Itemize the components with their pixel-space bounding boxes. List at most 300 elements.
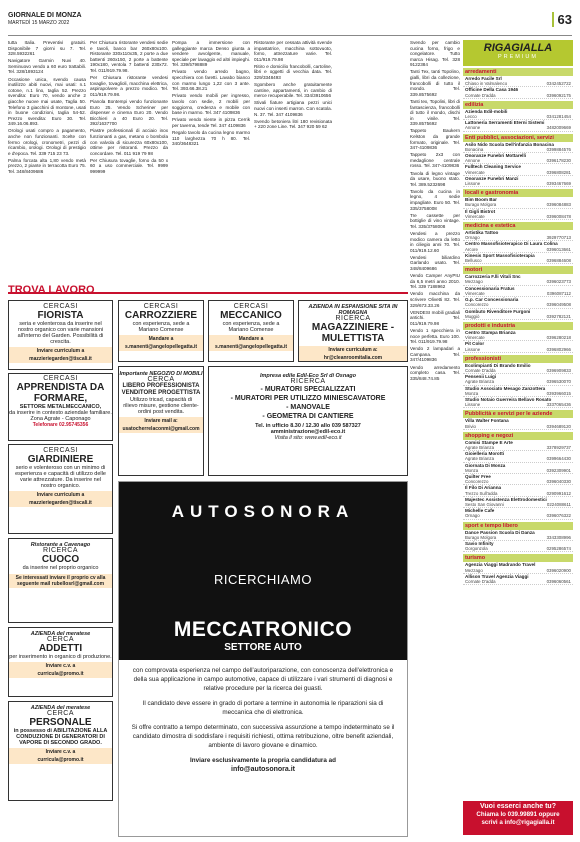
ad-role: MECCATRONICO bbox=[119, 612, 407, 642]
directory-entry[interactable] bbox=[463, 142, 573, 153]
ad-libero-professionista bbox=[118, 366, 204, 476]
directory-entry-name: Azienda Edil-mobili bbox=[465, 108, 508, 114]
classified-item: Regalo tavolo da cucina legno marmo 110 larghezza 70 h 80. Tel. 340/3648321 bbox=[172, 129, 250, 147]
ad-role-3: - MANOVALE bbox=[286, 404, 330, 411]
ad-role: MAGAZZINIERE -MULETTISTA bbox=[311, 322, 395, 344]
directory-entry-location: Trezzo Sull'adda bbox=[465, 490, 498, 496]
directory-entry[interactable] bbox=[463, 241, 573, 252]
directory-entry[interactable] bbox=[463, 164, 573, 175]
directory-category: shopping e negozi bbox=[463, 432, 573, 440]
directory-entry-details bbox=[465, 170, 571, 175]
directory-entry-location: Cornate D'adda bbox=[465, 579, 496, 585]
ad-email-link[interactable]: info@autosonora.it bbox=[231, 766, 295, 773]
ad-email-link[interactable]: s.manenti@angelopellegatta.it bbox=[209, 343, 293, 351]
directory-entry[interactable] bbox=[463, 341, 573, 352]
classifieds-column-5 bbox=[410, 40, 460, 835]
directory-entry-name: Ecolimpianti Di Brando Emilio bbox=[465, 362, 531, 368]
ad-apprendista bbox=[8, 373, 113, 441]
directory-entry-name: Kinesis Sport Massofisioterapia bbox=[465, 252, 535, 258]
classified-item: Privato vendo mobili per ingresso, tavolo con sedie, 2 mobili per soggiorno, credenza e mobile con base in marmo. Tel. 347 4109836 bbox=[172, 93, 250, 116]
directory-entry-details bbox=[465, 314, 571, 319]
rigagialla-logo bbox=[463, 40, 573, 66]
directory-entry-phone[interactable]: 0396060561 bbox=[546, 579, 571, 585]
ad-location: Mariano Comense bbox=[228, 327, 274, 333]
ad-intro: AZIENDA del meratese bbox=[30, 631, 91, 637]
page-header bbox=[8, 10, 572, 36]
directory-entry-details bbox=[465, 258, 571, 263]
directory-entry-name: Gombuto Rivenditore Furgoni bbox=[465, 308, 531, 314]
directory-entry-name: Bim Boom Bar bbox=[465, 197, 497, 203]
directory-entry-phone[interactable]: 3343308996 bbox=[546, 534, 571, 540]
directory-entry[interactable] bbox=[463, 474, 573, 485]
directory-entry[interactable] bbox=[463, 297, 573, 308]
classified-item: tutta Italia. Preventivi gratuiti. Disponibile 7 giorni su 7. Tel. 328.5932261 bbox=[8, 40, 86, 57]
ad-label: CERCASI bbox=[43, 375, 78, 382]
directory-entry-details bbox=[465, 379, 571, 384]
ad-carrozziere bbox=[118, 300, 204, 362]
directory-entry-phone[interactable]: 0396023773 bbox=[546, 279, 571, 285]
directory-entry[interactable] bbox=[463, 440, 573, 451]
directory-category: medicina e estetica bbox=[463, 222, 573, 230]
directory-entry-location: Gorgonzola bbox=[465, 546, 488, 552]
rigagialla-logo-subtitle: PREMIUM bbox=[498, 54, 538, 60]
directory-entry[interactable] bbox=[463, 153, 573, 164]
classified-item: Pianola Bontempi vendo funzionante Euro 25. Vendo Scheriner per dispenser e cinema Euro 20. Vendo Bicchieri a 40 Euro 20. Tel. 392/1637700 bbox=[90, 98, 168, 127]
directory-entry-details bbox=[465, 181, 571, 186]
classified-item: Vendo 1 specchiera in noce perfetta. Euro 100. Tel. 011/919.79.98 bbox=[410, 328, 460, 345]
classifieds-column-1 bbox=[8, 40, 86, 278]
directory-entry[interactable] bbox=[463, 485, 573, 496]
directory-entry[interactable] bbox=[463, 562, 573, 573]
ad-role-4: - GEOMETRA DI CANTIERE bbox=[262, 413, 354, 420]
classified-item: Privato vendo niente in pizza Cerrik per taverna, tende Tel. 347 4109836 bbox=[172, 117, 250, 128]
ad-label: RICERCA bbox=[42, 547, 78, 554]
directory-entry-location: Ornago bbox=[465, 513, 480, 519]
directory-entry-details bbox=[465, 579, 571, 584]
directory-entry-location: Chiaso in Valmalenco bbox=[465, 81, 508, 87]
directory-entry[interactable] bbox=[463, 397, 573, 408]
classifieds-column-3 bbox=[172, 40, 250, 278]
ad-location: Mariano Comense bbox=[138, 327, 184, 333]
directory-entry-phone[interactable]: 0342452722 bbox=[546, 81, 571, 87]
directory-entry-phone[interactable]: 0341281454 bbox=[546, 114, 571, 120]
directory-entry-details bbox=[465, 424, 571, 429]
directory-entry-details bbox=[465, 368, 571, 373]
directory-entry-location: Lissone bbox=[465, 402, 481, 408]
directory-category: prodotti e industria bbox=[463, 322, 573, 330]
directory-entry[interactable] bbox=[463, 253, 573, 264]
ad-intro: Impresa edile Edil-Eco Srl di Osnago bbox=[260, 373, 356, 379]
directory-entry-location: Agrate Brianza bbox=[465, 444, 495, 450]
directory-entry[interactable] bbox=[463, 530, 573, 541]
directory-entry-phone[interactable]: 3929770713 bbox=[546, 235, 571, 241]
ad-autosonora-banner bbox=[119, 482, 407, 612]
directory-entry-location: Monza bbox=[465, 390, 479, 396]
directory-entry-phone[interactable]: 0290991612 bbox=[546, 490, 571, 496]
classified-item: Vendo arredamento completo casa. Tel. 335/848.74.85 bbox=[410, 364, 460, 381]
directory-category: motori bbox=[463, 266, 573, 274]
directory-entry[interactable] bbox=[463, 274, 573, 285]
ad-description: serio e volenteroso con un minimo di esperienza e capacità di utilizzo delle varie attrezzature. Da inserire nel nostro organico. bbox=[15, 465, 106, 489]
directory-entry[interactable] bbox=[463, 209, 573, 220]
ad-email-link[interactable]: curricula@promo.it bbox=[9, 756, 112, 764]
directory-entry-name: Giornata Di Monza bbox=[465, 462, 506, 468]
ad-intro: AZIENDA del meratese bbox=[30, 705, 91, 711]
directory-entry[interactable] bbox=[463, 286, 573, 297]
directory-entry-location: Annone bbox=[465, 158, 481, 164]
directory-entry[interactable] bbox=[463, 418, 573, 429]
directory-entry-location: Burago Molgora bbox=[465, 202, 497, 208]
directory-entry-details bbox=[465, 114, 571, 119]
directory-entry-details bbox=[465, 81, 571, 86]
directory-entry-location: Brivio bbox=[465, 423, 476, 429]
directory-entry-name: Centro Stampa Brianza bbox=[465, 329, 516, 335]
classified-item: Svendo betoniera litri 180 revisionata + 220 zone Line. Tel. 347 920 59 62 bbox=[254, 118, 332, 130]
ad-intro: Ristorante a Cavenago bbox=[30, 542, 91, 548]
ad-cta: Inviare c.v. a bbox=[9, 748, 112, 756]
directory-entry-location: Vimercate bbox=[465, 213, 485, 219]
ad-intro: Importante NEGOZIO DI MOBILI bbox=[119, 371, 203, 377]
rigagialla-category-list bbox=[463, 68, 573, 585]
ad-magazziniere bbox=[298, 300, 408, 362]
directory-entry[interactable] bbox=[463, 330, 573, 341]
ad-website-link[interactable]: Visita il sito: www.edil-eco.it bbox=[274, 435, 342, 441]
directory-entry-location: Arcore bbox=[465, 246, 478, 252]
directory-entry-name: Majestec Assistenza Elettrodomestici bbox=[465, 496, 547, 502]
directory-entry-details bbox=[465, 402, 571, 407]
ad-meccanico bbox=[208, 300, 294, 362]
classified-item: Tavola di legno vintage da usare, buono stato. Tel. 389.5232698 bbox=[410, 170, 460, 187]
ad-email-link[interactable]: mazzieriegarden@tiscali.it bbox=[9, 355, 112, 363]
directory-entry-location: Cornate D'adda bbox=[465, 92, 496, 98]
directory-entry-details bbox=[465, 147, 571, 152]
directory-entry[interactable] bbox=[463, 197, 573, 208]
newspaper-name: GIORNALE DI MONZA bbox=[8, 12, 82, 19]
directory-entry-details bbox=[465, 468, 571, 473]
directory-entry-phone[interactable]: 3482009669 bbox=[546, 125, 571, 131]
directory-entry-phone[interactable]: 0394689120 bbox=[546, 423, 571, 429]
rigagialla-logo-title: RIGAGIALLA bbox=[483, 42, 553, 54]
directory-entry-name: Officine Della Casa 1946 bbox=[465, 87, 519, 93]
ad-label: CERCASI bbox=[43, 447, 78, 454]
directory-entry-details bbox=[465, 214, 571, 219]
directory-entry-phone[interactable]: 0396909833 bbox=[546, 367, 571, 373]
ad-cta: Inviare mail a: bbox=[119, 417, 203, 425]
directory-entry-phone[interactable]: 0399884576 bbox=[546, 146, 571, 152]
directory-entry-details bbox=[465, 235, 571, 240]
classified-item: Per Chiusura ristorante vendesi sedie e tavoli, banco bar 260x80x100. Ristorante 330x110x35, 2 porte a due battenti 260x150, 2 porte a battente 190x180, ventola 7 battenti 230x72. Tel. 011/919.79.98. bbox=[90, 40, 168, 73]
ad-description: seria e volenterosa da inserire nel nostro organico con varie mansioni all'interno del Garden. Possibilità di crescita. bbox=[17, 321, 104, 345]
issue-date: MARTEDÌ 15 MARZO 2022 bbox=[8, 20, 70, 26]
classified-item: VENDESI mobili gradiali antichi. Tel. 011/919.79.98 bbox=[410, 309, 460, 326]
classified-item: Privato vendo arredo bagno, specchiera con faretti. Lavabo bianco con marmo lungo 1,22 con 3 ante. Tel. 393.66.38.21 bbox=[172, 69, 250, 92]
directory-entry-details bbox=[465, 347, 571, 352]
directory-entry[interactable] bbox=[463, 463, 573, 474]
directory-entry-details bbox=[465, 335, 571, 340]
directory-entry-location: Bellusco bbox=[465, 258, 482, 264]
directory-entry[interactable] bbox=[463, 363, 573, 374]
rigagialla-footer-email[interactable]: scrivi a info@rigagialla.it bbox=[481, 819, 555, 826]
directory-entry-details bbox=[465, 445, 571, 450]
directory-entry-location: Lissone bbox=[465, 346, 481, 352]
ad-role-sector: SETTORE METALMECCANICO, bbox=[19, 404, 102, 410]
directory-entry-details bbox=[465, 202, 571, 207]
ad-phone[interactable]: Telefonare 02.95745356 bbox=[32, 422, 89, 428]
classified-item: Orologi usati compro a pagamento, anche non funzionanti. Scelte con fermo orologi, cronometri, pezzi di ricambio, orologi. Orologi di prestigio e d'epoca. Tel. 339 715 23 73. bbox=[8, 128, 86, 156]
ad-label: RICERCA bbox=[290, 378, 326, 385]
directory-entry[interactable] bbox=[463, 309, 573, 320]
directory-entry-name: Agenzia Viaggi Madrando Travel bbox=[465, 562, 536, 568]
classified-item: Tavolo da cucina in legno, 4 sedie impagliate. Euro 50. Tel. 335/3758008 bbox=[410, 188, 460, 211]
directory-entry[interactable] bbox=[463, 230, 573, 241]
directory-entry-name: Centro Massofisioterapico Di Laura Colina bbox=[465, 241, 558, 247]
directory-category: locali e gastronomia bbox=[463, 189, 573, 197]
ad-role: LIBERO PROFESSIONISTA VENDITORE PROGETTISTA bbox=[121, 383, 201, 396]
directory-entry[interactable] bbox=[463, 76, 573, 87]
directory-entry-name: Artistika Tattoo bbox=[465, 230, 499, 236]
classified-item: Per Chiusura ristorante vendesi tovaglie, tovaglioli, macchina elettrica, aspirapolvere a prezzo modico. Tel. 011/919.79.98. bbox=[90, 75, 168, 97]
ad-role: APPRENDISTA DA FORMARE, bbox=[16, 382, 105, 404]
directory-entry-location: Monza bbox=[465, 467, 479, 473]
directory-entry[interactable] bbox=[463, 497, 573, 508]
directory-entry-phone[interactable]: 0396008478 bbox=[546, 213, 571, 219]
rigagialla-directory bbox=[463, 40, 573, 835]
directory-entry-phone[interactable]: 0396802966 bbox=[546, 346, 571, 352]
directory-entry-phone[interactable]: 0396087112 bbox=[546, 290, 571, 296]
directory-entry-name: Pit Color bbox=[465, 341, 485, 347]
ad-cta: Inviare esclusivamente la propria candidatura ad bbox=[190, 757, 336, 764]
directory-entry-name: Savio Infinity bbox=[465, 541, 494, 546]
classified-item: Ristorante per cessata attività svende impastatrice, macchina sottovuoto, forno, attrezzature varie. Tel. 011/919.79.98 bbox=[254, 40, 332, 62]
ad-description: da inserire in contesto aziendale familiare. bbox=[9, 410, 112, 416]
directory-entry[interactable] bbox=[463, 109, 573, 120]
classified-item: Navigatore Garmin Nuvi 40. Seminuovo vendo a 60 euro trattabili. Tel. 328/1893124 bbox=[8, 58, 86, 75]
ad-addetti bbox=[8, 627, 113, 697]
directory-entry-details bbox=[465, 491, 571, 496]
directory-category: sport e tempo libero bbox=[463, 522, 573, 530]
directory-entry-name: Villa Walter Fontana bbox=[465, 418, 509, 424]
classified-item: Vendesi a prezzo modico camera da letto in ciliegio anni 70. Tel. 011/919.12.60 bbox=[410, 231, 460, 253]
directory-entry-name: Comisi Stampe E Arte bbox=[465, 439, 513, 445]
directory-category: edilizia bbox=[463, 101, 573, 109]
ad-email-link[interactable]: curricula@promo.it bbox=[9, 670, 112, 678]
ad-label: CERCA bbox=[147, 376, 175, 383]
directory-entry-name: Gioielleria Morotti bbox=[465, 451, 505, 457]
ad-role: PERSONALE bbox=[29, 717, 92, 728]
directory-entry-name: Onoranze Funebri Manzi bbox=[465, 175, 519, 181]
directory-entry-location: Burago Molgora bbox=[465, 534, 497, 540]
page-number: 63 bbox=[552, 12, 572, 27]
directory-entry-name: Lattoneria Serramenti Eterni Sistemi bbox=[465, 120, 545, 126]
directory-entry-location: Mezzago bbox=[465, 279, 483, 285]
directory-category: Enti pubblici, associazioni, servizi bbox=[463, 134, 573, 142]
ad-paragraph: con comprovata esperienza nel campo dell'autoriparazione, con conoscenza dell'elettronica e della sua applicazione in campo automotive, capace di utilizzare i vari strumenti di diagnosi e relative procedure per la ricerca dei guasti. bbox=[132, 667, 394, 692]
ad-personale bbox=[8, 701, 113, 801]
directory-entry[interactable] bbox=[463, 386, 573, 397]
directory-entry-details bbox=[465, 502, 571, 507]
directory-entry-phone[interactable]: 0295286574 bbox=[546, 546, 571, 552]
ad-body bbox=[119, 660, 407, 780]
directory-entry-location: Bonacina bbox=[465, 146, 484, 152]
directory-entry-location: Mezzago bbox=[465, 567, 483, 573]
section-title-text: TROVA LAVORO bbox=[8, 284, 95, 296]
directory-entry-name: G.p. Car Concessionaria bbox=[465, 297, 519, 303]
directory-entry-phone[interactable]: 0396178230 bbox=[546, 158, 571, 164]
classified-item: Per Chiusura tovaglie, forno da 50 x 60 a uso commerciale. Tel. 9999 999999 bbox=[90, 157, 168, 175]
directory-entry-phone[interactable]: 0396884608 bbox=[546, 258, 571, 264]
directory-entry-phone[interactable]: 0399664430 bbox=[546, 456, 571, 462]
ad-description: con esperienza, sede a bbox=[222, 321, 280, 327]
classified-item: Tre cassette per bottiglie di vino vintage. Tel. 335/3758008 bbox=[410, 212, 460, 229]
classified-item: Vendo 2 lampadari a Campana. Tel. 347/4109836 bbox=[410, 346, 460, 363]
directory-entry-details bbox=[465, 391, 571, 396]
ad-phone[interactable]: Tel. in ufficio 8.30 / 12.30 allo 039 587327 bbox=[255, 423, 361, 429]
directory-entry-phone[interactable]: 0396049508 bbox=[546, 302, 571, 308]
classified-item: Sgombero anche gratuitamente cantine, appartamenti, in cambio di merce recuperabile. Tel. 334/3910656 bbox=[254, 82, 332, 99]
directory-entry-phone[interactable]: 0396020900 bbox=[546, 567, 571, 573]
directory-entry[interactable] bbox=[463, 508, 573, 519]
directory-entry-phone[interactable]: 0224088611 bbox=[546, 501, 571, 507]
directory-entry[interactable] bbox=[463, 87, 573, 98]
directory-entry-location: Vimercate bbox=[465, 335, 485, 341]
ad-role-1: - MURATORI SPECIALIZZATI bbox=[260, 386, 356, 393]
directory-entry-phone[interactable]: 3337065436 bbox=[546, 402, 571, 408]
directory-entry[interactable] bbox=[463, 574, 573, 585]
directory-entry-details bbox=[465, 513, 571, 518]
ad-cta: Mandare a bbox=[119, 335, 203, 343]
directory-entry-location: Concorezzo bbox=[465, 302, 489, 308]
directory-entry-phone[interactable]: 0396530070 bbox=[546, 379, 571, 385]
ad-location: Zona Agrate - Caponago bbox=[30, 416, 91, 422]
directory-entry-details bbox=[465, 302, 571, 307]
ad-label: CERCASI bbox=[43, 303, 78, 310]
ad-label: CERCA bbox=[46, 710, 74, 717]
directory-entry-details bbox=[465, 291, 571, 296]
ad-paragraph: Si offre contratto a tempo determinato, con successiva assunzione a tempo indeterminato se il candidato dimostra di soddisfare i requisiti richiesti, ottima retribuzione, oltre benefit aziendali, ambiente di lavoro giovane e dinamico. bbox=[131, 724, 395, 749]
rigagialla-footer bbox=[463, 801, 573, 835]
directory-entry[interactable] bbox=[463, 541, 573, 552]
directory-category: professionisti bbox=[463, 355, 573, 363]
directory-entry-phone[interactable]: 3378929737 bbox=[546, 444, 571, 450]
directory-entry-name: Arredo Facile Srl bbox=[465, 76, 502, 81]
directory-entry-location: Muggiò bbox=[465, 313, 480, 319]
ad-paragraph: Il candidato deve essere in grado di portare a termine in autonomia le riparazioni sia di meccanica che di elettronica. bbox=[142, 700, 384, 716]
classified-item: Vendo macchina da scrivere Olivetti 82. Tel. 329/673.33.26 bbox=[410, 291, 460, 308]
ad-cta: Mandare a bbox=[209, 335, 293, 343]
directory-entry-details bbox=[465, 158, 571, 163]
directory-entry-phone[interactable]: 0396040330 bbox=[546, 479, 571, 485]
directory-entry-phone[interactable]: 0396808281 bbox=[546, 169, 571, 175]
directory-entry-details bbox=[465, 279, 571, 284]
classified-item: Tanti tex, Topolini, libri di fantascienza, francobolli di tutto il mondo, dischi in vinile. Tel. 339.8575692 bbox=[410, 98, 460, 127]
directory-entry-name: Studio Notaio Guerreira Bellavo Rosato bbox=[465, 396, 552, 402]
directory-entry-phone[interactable]: 0393966015 bbox=[546, 390, 571, 396]
classified-item: Pompa a immersione con galleggiante marca Denso giunta a vendere avvolgente, manuale, speciale per lavaggio ed altri impieghi. Tel. 339/5798889 bbox=[172, 40, 250, 68]
directory-entry-phone[interactable]: 0393467669 bbox=[546, 181, 571, 187]
directory-entry-name: Concessionaria Fratus bbox=[465, 285, 515, 291]
directory-category: arredamenti bbox=[463, 68, 573, 76]
ad-role: CUOCO bbox=[41, 554, 80, 565]
directory-entry-location: Concorezzo bbox=[465, 479, 489, 485]
directory-entry-details bbox=[465, 456, 571, 461]
ad-edil-eco bbox=[208, 366, 408, 476]
ad-label: RICERCHIAMO bbox=[214, 572, 312, 587]
directory-entry-name: Il Filo Di Arianna bbox=[465, 485, 502, 491]
classified-item: Ritiro e domicilio francobolli, cartoline, libri e oggetti di vecchia data. Tel. 329/3348493 bbox=[254, 63, 332, 81]
directory-entry-location: Agrate Brianza bbox=[465, 379, 495, 385]
ad-email-link[interactable]: amministrazione@edil-eco.it bbox=[270, 429, 346, 435]
ad-label: CERCASI bbox=[233, 303, 269, 310]
classifieds-column-4 bbox=[254, 40, 332, 278]
ad-role: MECCANICO bbox=[220, 310, 282, 321]
ad-email-link[interactable]: mazzieriegarden@tiscali.it bbox=[9, 499, 112, 507]
classified-item: Vendo Camper AnyPIU da 6,5 metri anno 2010. Tel. 339 7188962 bbox=[410, 273, 460, 290]
ad-description: da inserire nel proprio organico bbox=[22, 565, 99, 571]
classified-item: Tanti Tex, tanti Topolino, gialli, libri da collezione, francobolli di tutto il mondo. Tel. 339.8575692 bbox=[410, 69, 460, 97]
directory-entry-phone[interactable]: 0396013661 bbox=[546, 246, 571, 252]
classified-item: Tappeto 2x3 con medaglione centrale rosso. Tel. 347-4109836 bbox=[410, 152, 460, 169]
ad-label: CERCASI bbox=[143, 303, 179, 310]
directory-entry-details bbox=[465, 568, 571, 573]
directory-entry-name: Quilter Free bbox=[465, 473, 491, 479]
directory-entry-name: Fulltech Cleaning Service bbox=[465, 164, 521, 170]
ad-email-link[interactable]: usatocherrelaconmi@gmail.com bbox=[119, 425, 203, 433]
directory-category: turismo bbox=[463, 554, 573, 562]
directory-entry-details bbox=[465, 247, 571, 252]
directory-entry-location: Agrate Brianza bbox=[465, 456, 495, 462]
directory-entry-name: Studio Associato Mesago Zanzottera bbox=[465, 385, 546, 391]
classified-item: Svendo per cambio cucina forno, frigo e congelatore. Tutto marca Hisag. Tel. 328 9122384 bbox=[410, 40, 460, 68]
directory-entry-phone[interactable]: 0392309901 bbox=[546, 467, 571, 473]
directory-entry[interactable] bbox=[463, 176, 573, 187]
directory-entry-phone[interactable]: 0396076322 bbox=[546, 513, 571, 519]
directory-entry-details bbox=[465, 125, 571, 130]
directory-entry-name: Il Gigli Bistrot bbox=[465, 208, 496, 214]
ad-cta[interactable]: Se interessati inviare il proprio cv alla seguente mail rubellosrl@gmail.com bbox=[9, 574, 112, 588]
directory-entry[interactable] bbox=[463, 451, 573, 462]
ad-role: GIARDINIERE bbox=[27, 454, 94, 465]
ad-role-2: - MURATORI PER UTILIZZO MINIESCAVATORE bbox=[230, 395, 386, 402]
ad-email-link[interactable]: s.manenti@angelopellegatta.it bbox=[119, 343, 203, 351]
classified-item: Piastre professionali di acciaio inox funzionanti a gas, metano o bombola con valvola di sicurezza 60x80x100, ottime per ristoranti. Prezzo da concordare. Tel. 011 919 79 98 bbox=[90, 128, 168, 156]
section-title bbox=[8, 280, 408, 294]
autosonora-logo: AUTOSONORA bbox=[171, 502, 355, 521]
directory-entry-name: Dance Passion Scuola Di Danza bbox=[465, 529, 535, 535]
directory-entry-phone[interactable]: 0392782121 bbox=[546, 313, 571, 319]
ad-autosonora bbox=[118, 481, 408, 837]
directory-entry-location: Lissone bbox=[465, 181, 481, 187]
directory-entry-name: Michelle Cafe bbox=[465, 508, 495, 514]
classified-item: Tappeto Baukern Kelston da grande formato, originale. Tel. 347-4109836 bbox=[410, 128, 460, 151]
rigagialla-footer-phone[interactable]: Chiama lo 039.99891 oppure bbox=[476, 811, 560, 818]
ad-role: ADDETTI bbox=[38, 643, 83, 654]
ad-description: in possesso di ABILITAZIONE ALLA CONDUZIONE DI GENERATORI DI VAPORE DI SECONDO GRADO. bbox=[13, 728, 108, 746]
directory-entry-location: Cornate D'adda bbox=[465, 367, 496, 373]
directory-entry[interactable] bbox=[463, 120, 573, 131]
ad-giardiniere bbox=[8, 444, 113, 534]
directory-entry-name: Pensenii Luigi bbox=[465, 374, 497, 380]
directory-entry-details bbox=[465, 93, 571, 98]
ad-cta: Inviare curriculum a bbox=[9, 347, 112, 355]
directory-entry-phone[interactable]: 0396280218 bbox=[546, 335, 571, 341]
directory-entry-details bbox=[465, 535, 571, 540]
directory-entry-phone[interactable]: 0396092175 bbox=[546, 92, 571, 98]
directory-entry[interactable] bbox=[463, 374, 573, 385]
classifieds-column-2 bbox=[90, 40, 168, 278]
directory-entry-name: Carrozzeria F.lli Vitali Snc bbox=[465, 274, 521, 280]
directory-entry-phone[interactable]: 0396084883 bbox=[546, 202, 571, 208]
ad-email-link[interactable]: hr@cleanroomitalia.com bbox=[299, 354, 407, 362]
